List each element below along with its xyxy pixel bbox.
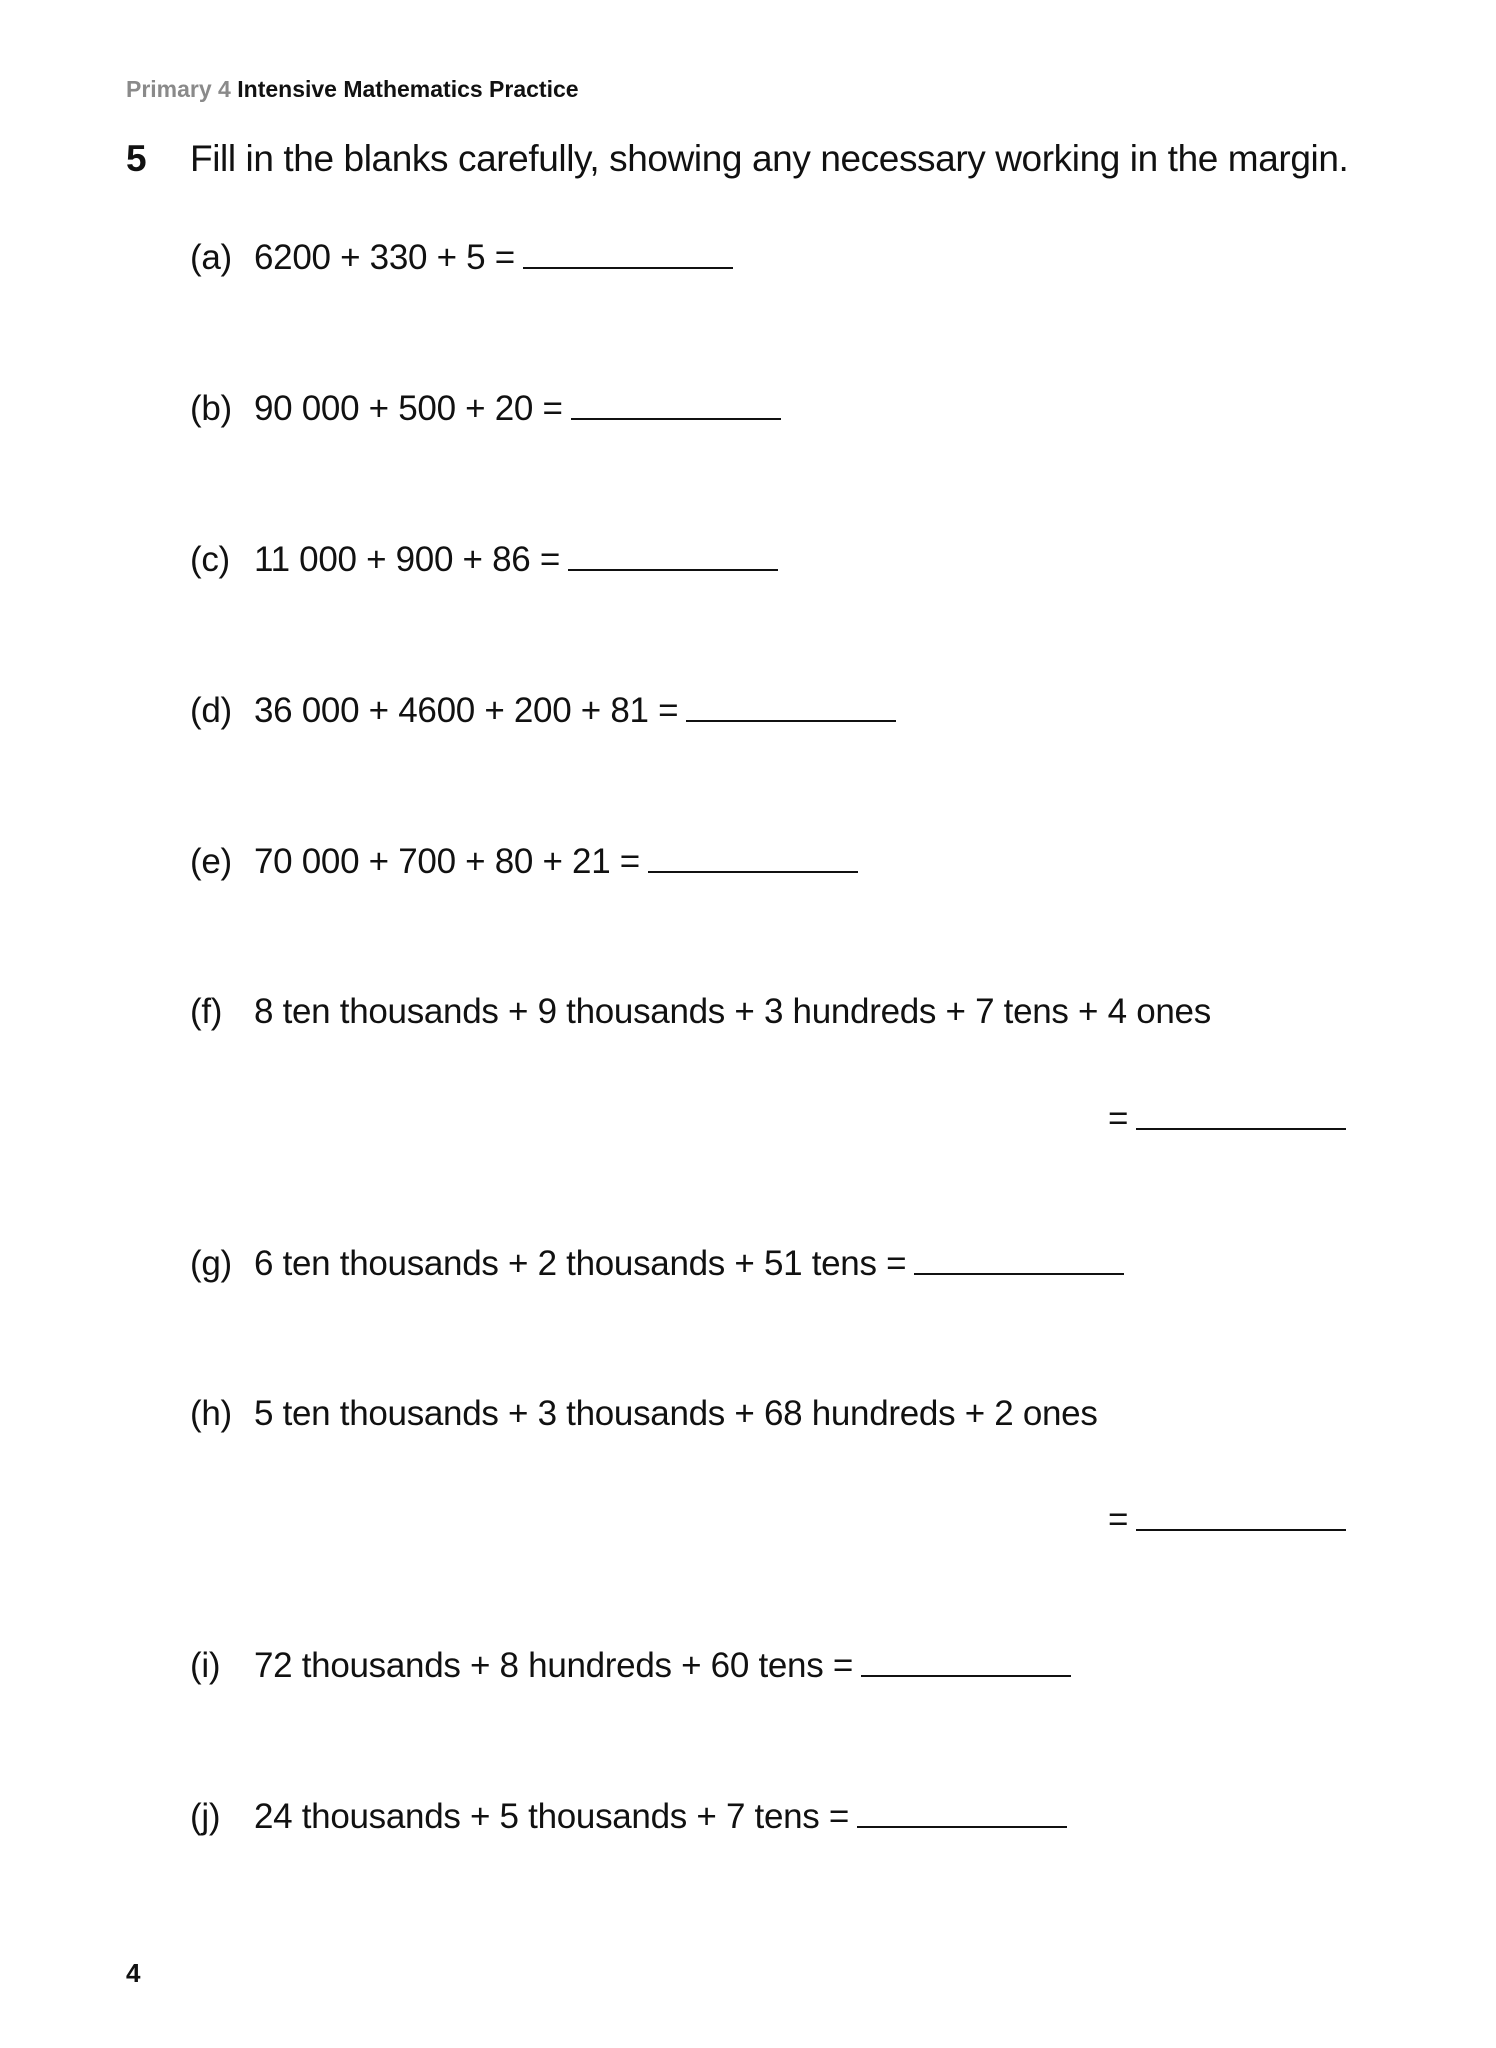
item-b [190, 388, 781, 429]
item-expression: 8 ten thousands + 9 thousands + 3 hundreds + 7 tens + 4 ones [254, 992, 1211, 1031]
item-f-answer-line [1108, 1098, 1346, 1139]
answer-blank[interactable] [1136, 1098, 1346, 1130]
equals-sign: = [1108, 1500, 1129, 1539]
item-expression: 36 000 + 4600 + 200 + 81 = [254, 691, 679, 730]
item-label: (i) [190, 1646, 221, 1685]
answer-blank[interactable] [523, 237, 733, 269]
item-e [190, 841, 858, 882]
running-header [126, 76, 579, 103]
answer-blank[interactable] [914, 1243, 1124, 1275]
item-c [190, 539, 778, 580]
header-level: Primary 4 [126, 76, 231, 102]
item-expression: 70 000 + 700 + 80 + 21 = [254, 842, 640, 881]
item-g [190, 1243, 1124, 1284]
item-label: (c) [190, 540, 230, 579]
answer-blank[interactable] [571, 388, 781, 420]
answer-blank[interactable] [568, 539, 778, 571]
answer-blank[interactable] [648, 841, 858, 873]
item-expression: 24 thousands + 5 thousands + 7 tens = [254, 1797, 850, 1836]
item-i [190, 1645, 1071, 1686]
answer-blank[interactable] [1136, 1499, 1346, 1531]
item-label: (d) [190, 691, 232, 730]
item-label: (a) [190, 238, 232, 277]
item-j [190, 1796, 1067, 1837]
item-h [190, 1394, 1098, 1434]
item-label: (j) [190, 1797, 221, 1836]
item-label: (f) [190, 992, 223, 1031]
item-label: (b) [190, 389, 232, 428]
item-expression: 72 thousands + 8 hundreds + 60 tens = [254, 1646, 853, 1685]
item-expression: 5 ten thousands + 3 thousands + 68 hundreds + 2 ones [254, 1394, 1098, 1433]
question-instruction: Fill in the blanks carefully, showing any necessary working in the margin. [190, 138, 1349, 179]
question-number: 5 [126, 138, 147, 179]
item-h-answer-line [1108, 1499, 1346, 1540]
answer-blank[interactable] [861, 1645, 1071, 1677]
item-label: (h) [190, 1394, 232, 1433]
answer-blank[interactable] [686, 690, 896, 722]
header-title: Intensive Mathematics Practice [237, 76, 579, 102]
page-number: 4 [126, 1958, 141, 1988]
item-label: (g) [190, 1244, 232, 1283]
equals-sign: = [1108, 1099, 1129, 1138]
item-d [190, 690, 896, 731]
item-f [190, 992, 1211, 1032]
item-expression: 11 000 + 900 + 86 = [254, 540, 561, 579]
item-expression: 90 000 + 500 + 20 = [254, 389, 563, 428]
item-a [190, 237, 733, 278]
item-expression: 6200 + 330 + 5 = [254, 238, 515, 277]
answer-blank[interactable] [857, 1796, 1067, 1828]
item-label: (e) [190, 842, 232, 881]
item-expression: 6 ten thousands + 2 thousands + 51 tens = [254, 1244, 907, 1283]
